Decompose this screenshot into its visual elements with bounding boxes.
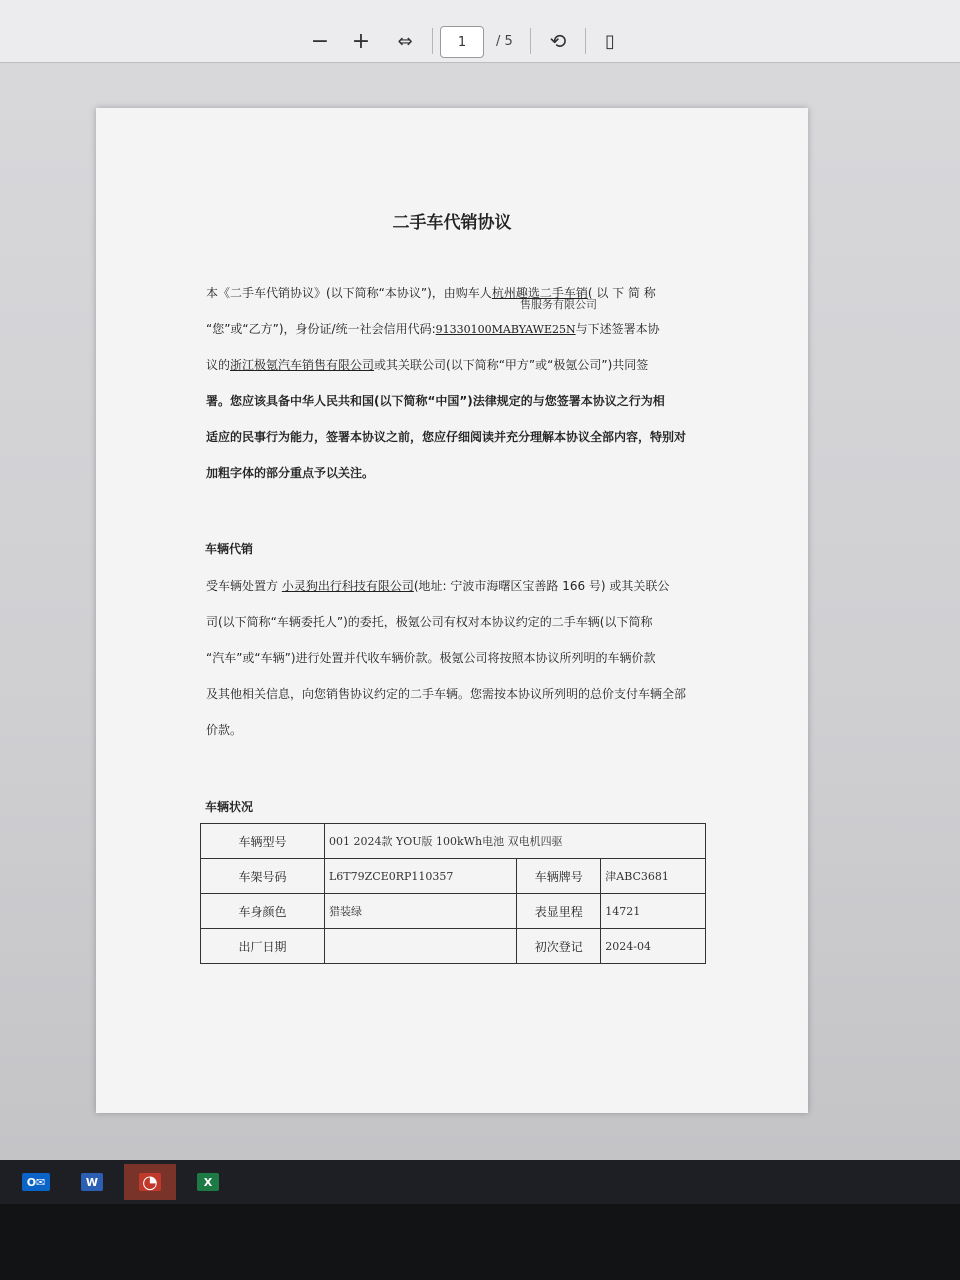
bold-notice-line: 适应的民事行为能力，签署本协议之前，您应仔细阅读并充分理解本协议全部内容，特别对 [206, 430, 687, 444]
plate-label: 车辆牌号 [517, 859, 601, 894]
buyer-name-continued: 售服务有限公司 [520, 298, 597, 311]
vin-label: 车架号码 [201, 859, 325, 894]
outlook-icon: O✉ [22, 1173, 50, 1191]
color-label: 车身颜色 [201, 894, 325, 929]
section-heading-vehicle-status: 车辆状况 [205, 800, 254, 814]
zoom-in-button[interactable]: + [351, 28, 371, 54]
toolbar-divider [530, 28, 531, 54]
vehicle-info-table [200, 823, 706, 964]
pdf-toolbar [0, 0, 960, 63]
zoom-out-button[interactable]: − [310, 28, 330, 54]
monitor-bezel [0, 1204, 960, 1280]
taskbar [0, 1160, 960, 1204]
browser-icon: ◔ [139, 1173, 161, 1191]
taskbar-word[interactable] [66, 1164, 118, 1200]
table-row [201, 894, 706, 929]
mfg-date-value [325, 929, 517, 964]
bold-notice-line: 署。您应该具备中华人民共和国(以下简称“中国”)法律规定的与您签署本协议之行为相 [206, 394, 665, 408]
section-text: 受车辆处置方 [206, 579, 282, 593]
taskbar-browser[interactable] [124, 1164, 176, 1200]
intro-text: 本《二手车代销协议》(以下简称“本协议”)，由购车人 [206, 286, 492, 300]
section-text: 司(以下简称“车辆委托人”)的委托，极氪公司有权对本协议约定的二手车辆(以下简称 [206, 615, 653, 629]
credit-code: 91330100MABYAWE25N [435, 323, 576, 336]
table-row [201, 929, 706, 964]
first-registration-value: 2024-04 [601, 929, 706, 964]
mileage-value: 14721 [601, 894, 706, 929]
first-registration-label: 初次登记 [517, 929, 601, 964]
excel-icon: X [197, 1173, 219, 1191]
model-value: 001 2024款 YOU版 100kWh电池 双电机四驱 [325, 824, 706, 859]
intro-text: 与下述签署本协 [575, 322, 660, 336]
page-number-input[interactable] [440, 26, 484, 58]
section-text: 价款。 [206, 723, 243, 737]
section-text: (地址: 宁波市海曙区宝善路 166 号) 或其关联公 [413, 579, 670, 593]
toolbar-divider [432, 28, 433, 54]
fit-width-icon[interactable]: ⇔ [397, 30, 413, 52]
disposer-company: 小灵狗出行科技有限公司 [281, 579, 414, 593]
taskbar-excel[interactable] [182, 1164, 234, 1200]
model-label: 车辆型号 [201, 824, 325, 859]
table-row [201, 824, 706, 859]
mileage-label: 表显里程 [517, 894, 601, 929]
pdf-page [96, 108, 808, 1113]
intro-text: ( 以 下 简 称 [587, 286, 656, 300]
taskbar-outlook[interactable] [10, 1164, 62, 1200]
rotate-icon[interactable]: ⟲ [549, 29, 567, 53]
seller-company: 浙江极氪汽车销售有限公司 [230, 358, 375, 372]
intro-text: “您”或“乙方”)，身份证/统一社会信用代码: [206, 322, 436, 336]
vin-value: L6T79ZCE0RP110357 [325, 859, 517, 894]
page-total: / 5 [496, 34, 513, 49]
table-row [201, 859, 706, 894]
mfg-date-label: 出厂日期 [201, 929, 325, 964]
page-view-icon[interactable]: ▯ [605, 30, 615, 52]
section-text: 及其他相关信息，向您销售协议约定的二手车辆。您需按本协议所列明的总价支付车辆全部 [206, 687, 687, 701]
plate-value: 津ABC3681 [601, 859, 706, 894]
intro-paragraph [206, 284, 700, 494]
buyer-name: 杭州趣选二手车销 [491, 286, 588, 300]
consignment-paragraph [206, 577, 700, 757]
bold-notice-line: 加粗字体的部分重点予以关注。 [206, 466, 375, 480]
section-text: “汽车”或“车辆”)进行处置并代收车辆价款。极氪公司将按照本协议所列明的车辆价款 [206, 651, 656, 665]
intro-text: 议的 [206, 358, 231, 372]
color-value: 猎装绿 [325, 894, 517, 929]
document-viewer[interactable] [0, 63, 960, 1160]
section-heading-consignment: 车辆代销 [205, 542, 254, 556]
word-icon: W [81, 1173, 103, 1191]
document-title: 二手车代销协议 [392, 213, 512, 233]
toolbar-divider [585, 28, 586, 54]
intro-text: 或其关联公司(以下简称“甲方”或“极氪公司”)共同签 [374, 358, 649, 372]
